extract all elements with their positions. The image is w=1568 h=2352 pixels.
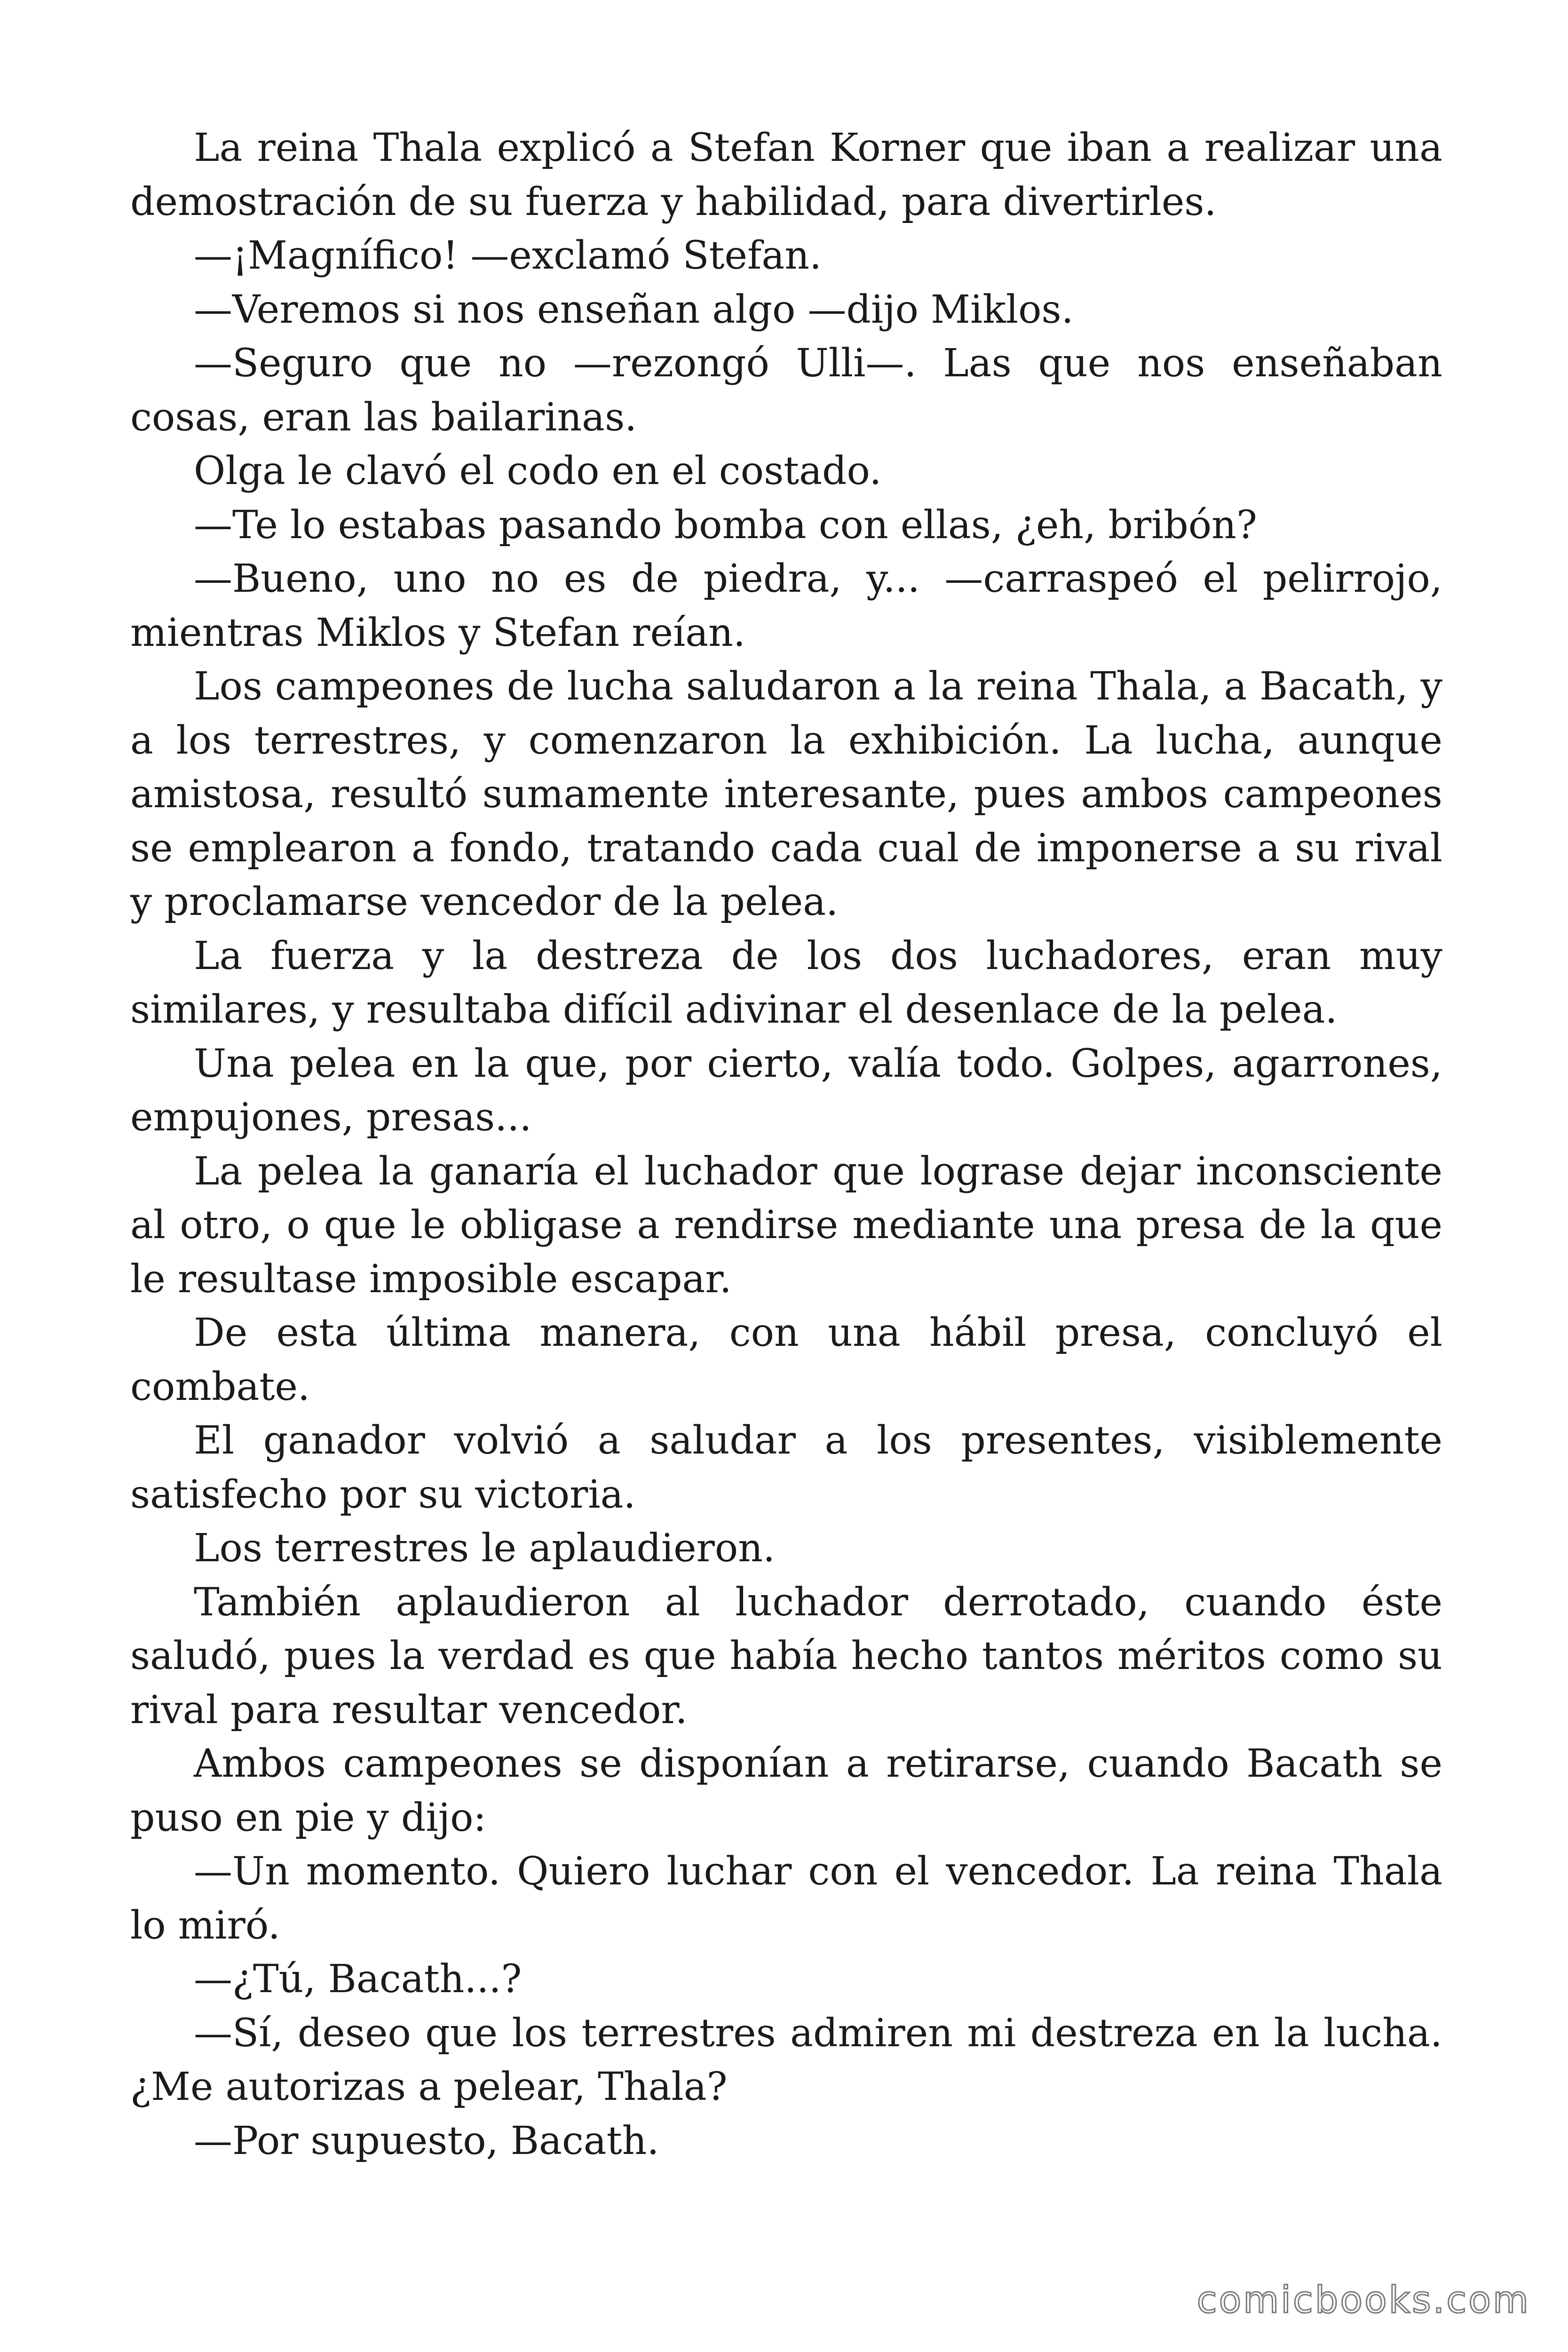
paragraph: —Un momento. Quiero luchar con el vencedor. La reina Thala lo miró. xyxy=(130,1849,1442,1948)
paragraph: —¡Magnífico! —exclamó Stefan. xyxy=(194,233,822,278)
paragraph: Olga le clavó el codo en el costado. xyxy=(194,449,882,493)
paragraph: —¿Tú, Bacath...? xyxy=(194,1957,522,2002)
paragraph: —Sí, deseo que los terrestres admiren mi destreza en la lucha. ¿Me autorizas a pelear, Thala? xyxy=(130,2010,1442,2109)
paragraph: También aplaudieron al luchador derrotado, cuando éste saludó, pues la verdad es que había hecho tantos méritos como su rival para resultar vencedor. xyxy=(130,1580,1442,1732)
paragraph: —Por supuesto, Bacath. xyxy=(194,2118,659,2163)
body-text xyxy=(130,121,1442,2168)
paragraph: Los campeones de lucha saludaron a la reina Thala, a Bacath, y a los terrestres, y comenzaron la exhibición. La lucha, aunque amistosa, resultó sumamente interesante, pues ambos campeones se emplearon a fondo, tratando cada cual de imponerse a su rival y proclamarse vencedor de la pelea. xyxy=(130,664,1442,924)
paragraph: —Seguro que no —rezongó Ulli—. Las que nos enseñaban cosas, eran las bailarinas. xyxy=(130,341,1442,440)
watermark: comicbooks.com xyxy=(1196,2279,1530,2321)
paragraph: Una pelea en la que, por cierto, valía todo. Golpes, agarrones, empujones, presas... xyxy=(130,1041,1442,1140)
paragraph: El ganador volvió a saludar a los presentes, visiblemente satisfecho por su victoria. xyxy=(130,1418,1442,1517)
paragraph: —Bueno, uno no es de piedra, y... —carraspeó el pelirrojo, mientras Miklos y Stefan reían. xyxy=(130,556,1442,655)
paragraph: —Te lo estabas pasando bomba con ellas, ¿eh, bribón? xyxy=(194,502,1257,548)
paragraph: Los terrestres le aplaudieron. xyxy=(194,1526,776,1571)
paragraph: Ambos campeones se disponían a retirarse, cuando Bacath se puso en pie y dijo: xyxy=(130,1741,1442,1840)
paragraph: De esta última manera, con una hábil presa, concluyó el combate. xyxy=(130,1311,1442,1409)
paragraph: —Veremos si nos enseñan algo —dijo Miklos. xyxy=(194,287,1074,332)
paragraph: La reina Thala explicó a Stefan Korner que iban a realizar una demostración de su fuerza y habilidad, para divertirles. xyxy=(130,126,1442,224)
paragraph: La fuerza y la destreza de los dos luchadores, eran muy similares, y resultaba difícil adivinar el desenlace de la pelea. xyxy=(130,933,1442,1032)
paragraph: La pelea la ganaría el luchador que lograse dejar inconsciente al otro, o que le obligase a rendirse mediante una presa de la que le resultase imposible escapar. xyxy=(130,1149,1442,1302)
